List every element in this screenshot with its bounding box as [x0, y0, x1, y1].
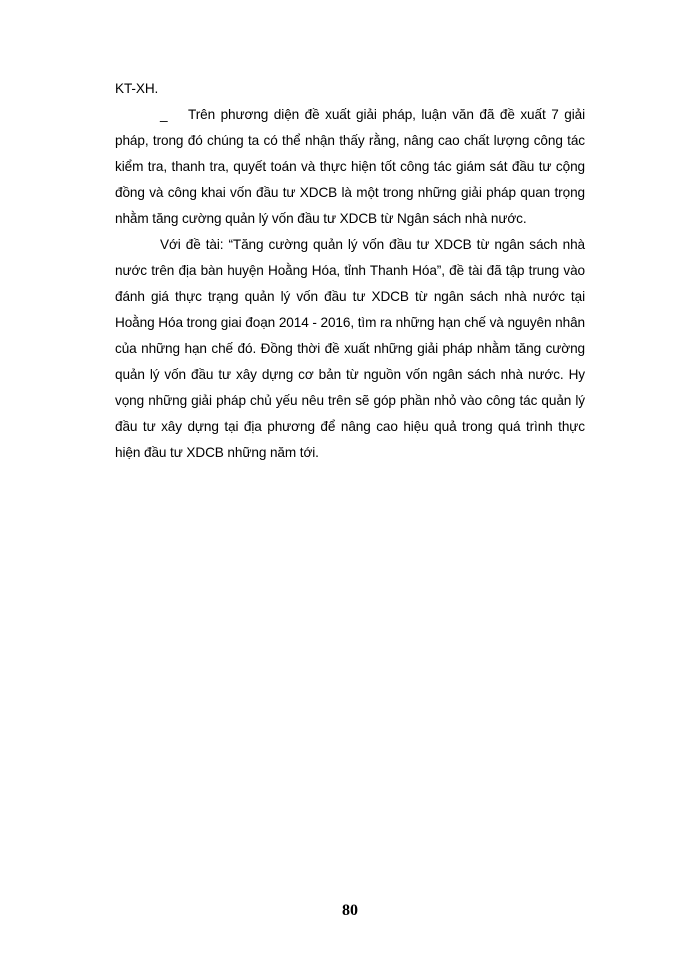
page-number: 80 [342, 902, 358, 919]
paragraph-bullet-text: Trên phương diện đề xuất giải pháp, luận văn đã đề xuất 7 giải pháp, trong đó chúng ta có thể nhận thấy rằng, nâng cao chất lượng công tác kiểm tra, thanh tra, quyết toán và thực hiện tốt công tác giám sát đầu tư cộng đồng và công khai vốn đầu tư XDCB là một trong những giải pháp quan trọng nhằm tăng cường quản lý vốn đầu tư XDCB từ Ngân sách nhà nước. [115, 107, 585, 226]
paragraph-continuation: KT-XH. [115, 81, 159, 96]
paragraph-conclusion: Với đề tài: “Tăng cường quản lý vốn đầu tư XDCB từ ngân sách nhà nước trên địa bàn huyện Hoằng Hóa, tỉnh Thanh Hóa”, đề tài đã tập trung vào đánh giá thực trạng quản lý vốn đầu tư XDCB từ ngân sách nhà nước tại Hoằng Hóa trong giai đoạn 2014 - 2016, tìm ra những hạn chế và nguyên nhân của những hạn chế đó. Đồng thời đề xuất những giải pháp nhằm tăng cường quản lý vốn đầu tư xây dựng cơ bản từ nguồn vốn ngân sách nhà nước. Hy vọng những giải pháp chủ yếu nêu trên sẽ góp phần nhỏ vào công tác quản lý đầu tư xây dựng tại địa phương để nâng cao hiệu quả trong quá trình thực hiện đầu tư XDCB những năm tới. [115, 237, 585, 460]
body-text [115, 76, 585, 466]
paragraph-bullet-solutions [115, 102, 585, 232]
bullet-marker: _ [160, 107, 168, 122]
